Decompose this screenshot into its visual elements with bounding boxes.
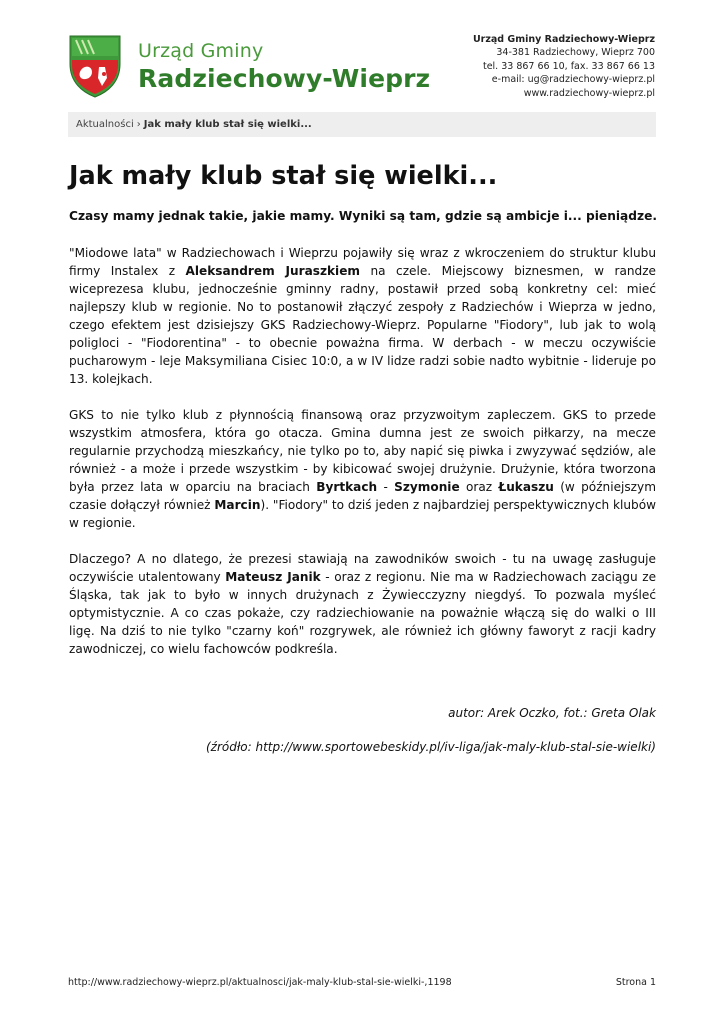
text-run: Dlaczego? A no dlatego, że prezesi stawiają na zawodników swoich - tu na uwagę zasługuje oczywiście utalentowany [69,552,656,584]
breadcrumb-separator: › [136,119,141,130]
text-run: - [377,480,395,494]
page-footer [68,976,656,990]
article [69,158,656,756]
article-author: autor: Arek Oczko, fot.: Greta Olak [448,706,656,720]
contact-web: www.radziechowy-wieprz.pl [523,87,655,99]
article-source: (źródło: http://www.sportowebeskidy.pl/iv-liga/jak-maly-klub-stal-sie-wielki) [205,740,656,754]
text-run: ). "Fiodory" to dziś jeden z najbardziej perspektywicznych klubów w regionie. [69,498,657,530]
text-run: na czele. Miejscowy biznesmen, w randze wiceprezesa klubu, jednocześnie gminny radny, postawił przed sobą konkretny cel: mieć najlepszy klub w regionie. No to postanowił złączyć zespoły z Radziechów i Wieprza w jedno, czego efektem jest dzisiejszy GKS Radziechowy-Wieprz. Popularne "Fiodory", lub jak to wolą poligloci - "Fiodorentina" - to obecnie poważna firma. W derbach - w meczu oczywiście pucharowym - leje Maksymiliana Cisiec 10:0, a w IV lidze radzi sobie nadto wybitnie - lideruje po 13. kolejkach. [69,264,656,386]
text-run: - oraz z regionu. Nie ma w Radziechowach zaciągu ze Śląska, tak jak to było w innych drużynach z Żywiecczyzny niegdyś. To pozwala myśleć optymistycznie. A co czas pokaże, czy radziechiowanie na poważnie włączą się do walki o III ligę. Na dziś to nie tylko "czarny koń" rozgrywek, ale również ich główny faworyt z racji kadry zawodniczej, co wielu fachowców podkreśla. [69,570,657,656]
text-run: "Miodowe lata" w Radziechowach i Wieprzu pojawiły się wraz z wkroczeniem do struktur klubu firmy Instalex z [69,246,656,278]
breadcrumb-current: Jak mały klub stał się wielki... [143,119,312,130]
breadcrumb-parent-link[interactable]: Aktualności [76,119,134,130]
bold-name: Szymonie [394,480,460,494]
contact-block [473,33,655,100]
article-paragraph-1 [69,244,656,388]
bold-name: Marcin [214,498,261,512]
text-run: (w późniejszym czasie dołączył również [69,480,656,512]
brand-logo-text[interactable] [138,40,430,96]
bold-name: Mateusz Janik [225,570,321,584]
contact-org: Urząd Gminy Radziechowy-Wieprz [472,34,655,45]
article-paragraph-3 [69,550,656,658]
article-paragraph-2 [69,406,656,532]
article-lead: Czasy mamy jednak takie, jakie mamy. Wyniki są tam, gdzie są ambicje i... pieniądze. [69,209,657,223]
page-header [0,0,725,110]
bold-name: Aleksandrem Juraszkiem [185,264,361,278]
contact-address: 34-381 Radziechowy, Wieprz 700 [496,47,655,59]
logo-line-2: Radziechowy-Wieprz [138,64,431,93]
bold-name: Byrtkach [316,480,378,494]
contact-email: e-mail: ug@radziechowy-wieprz.pl [491,74,655,86]
breadcrumb [68,112,656,137]
footer-url[interactable]: http://www.radziechowy-wieprz.pl/aktualnosci/jak-maly-klub-stal-sie-wielki-,1198 [68,977,452,988]
contact-phone: tel. 33 867 66 10, fax. 33 867 66 13 [482,60,655,72]
municipal-crest-icon [68,34,122,98]
text-run: oraz [459,480,499,494]
article-title: Jak mały klub stał się wielki... [69,161,498,191]
footer-page-number: Strona 1 [615,977,656,988]
logo-line-1: Urząd Gminy [138,40,264,62]
bold-name: Łukaszu [498,480,554,494]
text-run: GKS to nie tylko klub z płynnością finansową oraz przyzwoitym zapleczem. GKS to przede wszystkim atmosfera, która go otacza. Gmina dumna jest ze swoich piłkarzy, na mecze regularnie przychodzą mieszkańcy, nie tylko po to, aby napić się piwka i zwyzywać sędziów, ale również - a może i przede wszystkim - by kibicować swojej drużynie. Drużynie, która tworzona była przez lata w oparciu na braciach [69,408,656,494]
